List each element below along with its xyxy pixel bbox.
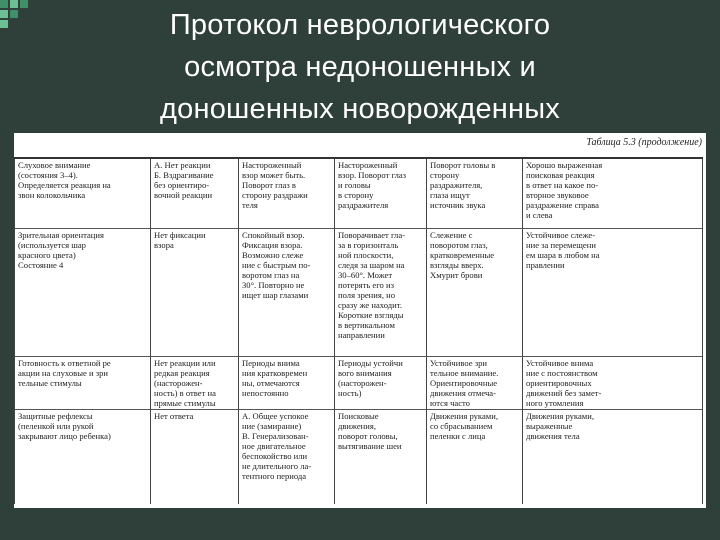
cell-line: движения отмеча-: [430, 387, 496, 398]
cell-line: Поворачивает гла-: [338, 229, 406, 240]
cell-line: Периоды внима: [242, 357, 300, 368]
table-row: [15, 228, 703, 356]
cell-line: ность): [338, 387, 362, 398]
cell-line: вторное звуковое: [526, 190, 589, 200]
cell-line: Спокойный взор.: [242, 229, 305, 240]
cell-line: Хорошо выраженная: [526, 160, 603, 170]
cell-line: взор. Поворот глаз: [338, 170, 407, 180]
cell-line: ние с быстрым по-: [242, 259, 311, 270]
cell-line: Слежение с: [430, 229, 473, 240]
cell-line: ния кратковремен: [242, 367, 308, 378]
cell-line: Защитные рефлексы: [18, 410, 93, 421]
table-cell: [15, 409, 151, 504]
cell-line: (состояния 3–4).: [18, 170, 78, 180]
cell-line: ние с постоянством: [526, 367, 598, 378]
cell-line: ориентировочных: [526, 377, 592, 388]
cell-line: Нет фиксации: [154, 229, 206, 240]
cell-line: воротом глаз на: [242, 269, 300, 280]
cell-line: Устойчивое зри: [430, 357, 487, 368]
table-cell: [151, 158, 239, 228]
cell-line: Ориентировочные: [430, 377, 498, 388]
table-cell: [239, 409, 335, 504]
cell-line: за в горизонталь: [338, 239, 399, 250]
cell-line: кратковременные: [430, 249, 495, 260]
cell-line: Нет реакции или: [154, 357, 216, 368]
cell-line: движений без замет-: [526, 387, 602, 398]
cell-line: тельное внимание.: [430, 367, 499, 378]
cell-line: ны, отмечаются: [242, 377, 300, 388]
cell-line: вочной реакции: [154, 190, 213, 200]
cell-line: не длительного ла-: [242, 460, 312, 471]
cell-line: Хмурит брови: [430, 269, 483, 280]
table-cell: [239, 356, 335, 409]
title-line-3: доношенных новорожденных: [160, 93, 560, 125]
cell-line: тентного периода: [242, 470, 307, 481]
cell-line: движения,: [338, 420, 376, 431]
cell-line: (насторожен-: [338, 377, 387, 388]
table-cell: [427, 409, 523, 504]
table-cell: [335, 158, 427, 228]
table-cell: [523, 158, 703, 228]
cell-line: Поисковые: [338, 410, 379, 421]
cell-line: раздражителя,: [430, 180, 483, 190]
cell-line: Устойчивое слеже-: [526, 229, 596, 240]
cell-line: сразу же находит.: [338, 299, 403, 310]
cell-line: глаза ищут: [430, 190, 470, 200]
cell-line: 30–60°. Может: [338, 269, 393, 280]
cell-line: взора: [154, 239, 174, 250]
title-line-2: осмотра недоношенных и: [184, 51, 536, 83]
cell-line: раздражение справа: [526, 200, 599, 210]
cell-line: теля: [242, 200, 258, 210]
table-row: [15, 158, 703, 228]
cell-line: ние (замирание): [242, 420, 302, 431]
cell-line: вого внимания: [338, 367, 392, 378]
table-cell: [151, 409, 239, 504]
cell-line: правлении: [526, 259, 565, 270]
cell-line: редкая реакция: [154, 367, 210, 378]
cell-line: Готовность к ответной ре: [18, 357, 111, 368]
table-cell: [427, 158, 523, 228]
table-cell: [523, 228, 703, 356]
cell-line: в вертикальном: [338, 319, 395, 330]
cell-line: направлении: [338, 329, 385, 340]
cell-line: поворотом глаз,: [430, 239, 488, 250]
cell-line: вытягивание шеи: [338, 440, 402, 451]
table-cell: [427, 356, 523, 409]
cell-line: следя за шаром на: [338, 259, 405, 270]
cell-line: ной плоскости,: [338, 249, 394, 260]
table-cell: [151, 356, 239, 409]
cell-line: ние за перемещени: [526, 239, 596, 250]
table-row: [15, 409, 703, 504]
cell-line: движения тела: [526, 430, 580, 441]
table-cell: [239, 228, 335, 356]
cell-line: Возможно слеже: [242, 249, 304, 260]
cell-line: ное двигательное: [242, 440, 306, 451]
cell-line: Поворот головы в: [430, 160, 496, 170]
cell-line: ищет шар глазами: [242, 289, 309, 300]
cell-line: Движения руками,: [526, 410, 594, 421]
table-cell: [335, 356, 427, 409]
cell-line: В. Генерализован-: [242, 430, 309, 441]
cell-line: поля зрения, но: [338, 289, 396, 300]
cell-line: Состояние 4: [18, 259, 64, 270]
cell-line: (используется шар: [18, 239, 86, 250]
cell-line: Поворот глаз в: [242, 180, 296, 190]
cell-line: сторону раздражи: [242, 190, 308, 200]
cell-line: Слуховое внимание: [18, 160, 91, 170]
cell-line: выраженные: [526, 420, 573, 431]
table-cell: [523, 409, 703, 504]
cell-line: поисковая реакция: [526, 170, 595, 180]
cell-line: потерять его из: [338, 279, 394, 290]
cell-line: ются часто: [430, 397, 470, 408]
cell-line: звон колокольчика: [18, 190, 86, 200]
cell-line: (насторожен-: [154, 377, 203, 388]
cell-line: и головы: [338, 180, 371, 190]
cell-line: Настороженный: [338, 160, 398, 170]
cell-line: Периоды устойчи: [338, 357, 403, 368]
cell-line: тельные стимулы: [18, 377, 82, 388]
table-cell: [335, 228, 427, 356]
cell-line: Зрительная ориентация: [18, 229, 104, 240]
slide-title: [40, 4, 680, 130]
table-cell: [335, 409, 427, 504]
cell-line: беспокойство или: [242, 450, 308, 461]
table-cell: [151, 228, 239, 356]
cell-line: Фиксация взора.: [242, 239, 303, 250]
cell-line: взор может быть.: [242, 170, 306, 180]
cell-line: Б. Вздрагивание: [154, 170, 214, 180]
cell-line: источник звука: [430, 200, 486, 210]
table-cell: [427, 228, 523, 356]
scanned-table-page: [14, 133, 706, 508]
cell-line: в ответ на какое по-: [526, 180, 599, 190]
cell-line: Движения руками,: [430, 410, 498, 421]
table-cell: [15, 158, 151, 228]
table-cell: [523, 356, 703, 409]
cell-line: Нет ответа: [154, 410, 194, 421]
cell-line: без ориентиро-: [154, 180, 210, 190]
cell-line: и слева: [526, 210, 553, 220]
cell-line: ность) в ответ на: [154, 387, 216, 398]
table-cell: [15, 228, 151, 356]
cell-line: акции на слуховые и зри: [18, 367, 108, 378]
cell-line: ного утомления: [526, 397, 584, 408]
cell-line: поворот головы,: [338, 430, 398, 441]
table-cell: [15, 356, 151, 409]
cell-line: закрывают лицо ребенка): [18, 430, 111, 441]
table-caption: Таблица 5.3 (продолжение): [586, 137, 702, 148]
cell-line: Настороженный: [242, 160, 302, 170]
cell-line: в сторону: [338, 190, 374, 200]
cell-line: прямые стимулы: [154, 397, 216, 408]
cell-line: пеленки с лица: [430, 430, 486, 441]
cell-line: сторону: [430, 170, 460, 180]
cell-line: 30°. Повторно не: [242, 279, 305, 290]
neurological-exam-table: [14, 157, 703, 504]
cell-line: со сбрасыванием: [430, 420, 493, 431]
table-cell: [239, 158, 335, 228]
cell-line: А. Нет реакции: [154, 160, 211, 170]
cell-line: Устойчивое внима: [526, 357, 594, 368]
cell-line: взгляды вверх.: [430, 259, 484, 270]
title-line-1: Протокол неврологического: [169, 9, 551, 41]
cell-line: Короткие взгляды: [338, 309, 404, 320]
cell-line: красного цвета): [18, 249, 76, 260]
cell-line: (пеленкой или рукой: [18, 420, 94, 431]
cell-line: раздражителя: [338, 200, 389, 210]
cell-line: непостоянно: [242, 387, 289, 398]
cell-line: А. Общее успокое: [242, 410, 309, 421]
table-row: [15, 356, 703, 409]
cell-line: Определяется реакция на: [18, 180, 111, 190]
cell-line: ем шара в любом на: [526, 249, 600, 260]
